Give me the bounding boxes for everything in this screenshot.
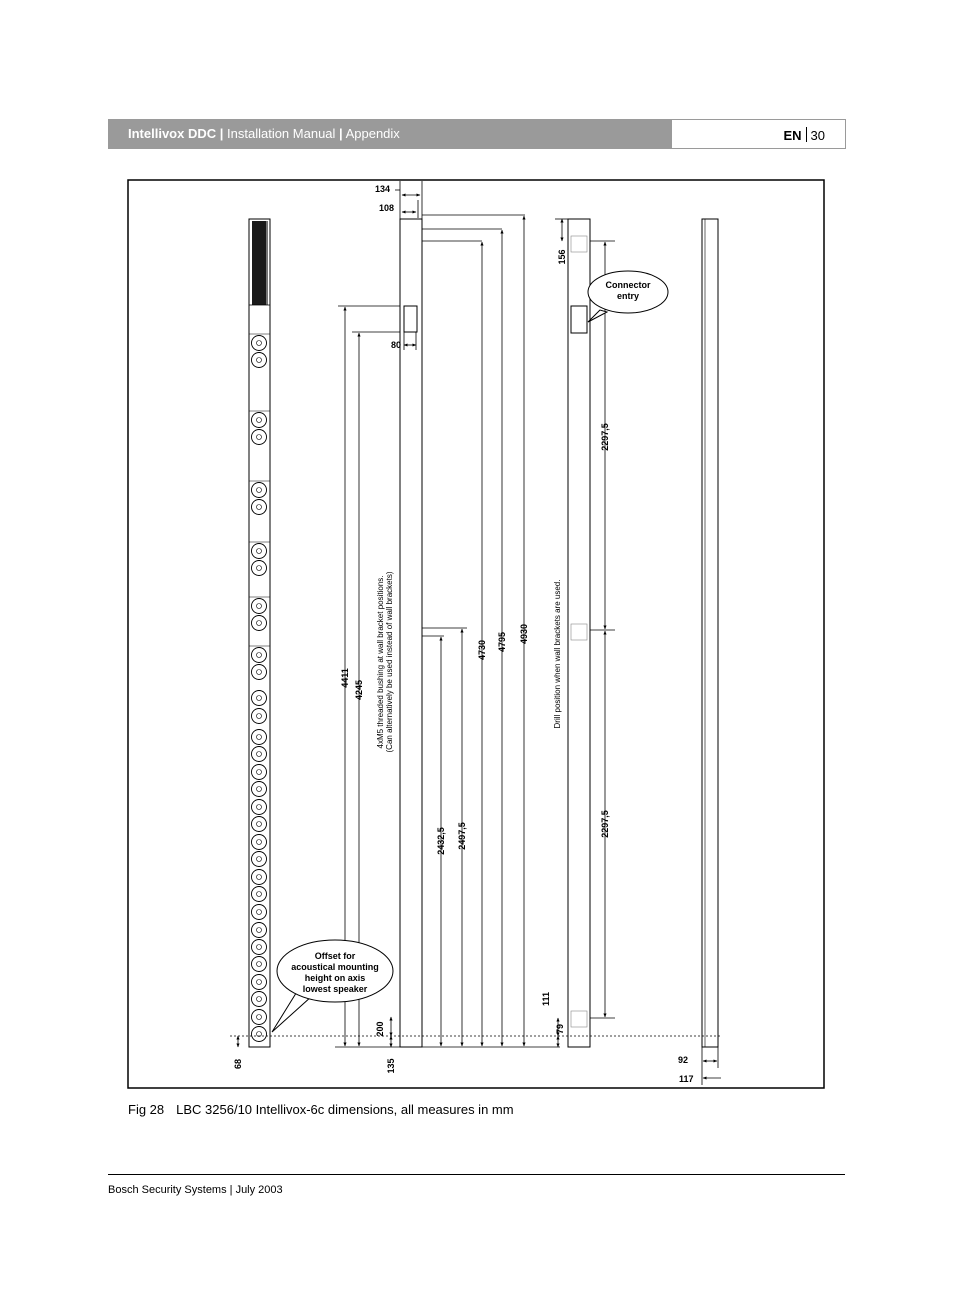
dim-156: 156 <box>557 249 567 265</box>
dim-4245: 4245 <box>354 679 364 701</box>
speaker-driver <box>252 691 267 706</box>
end-profile <box>702 219 718 1085</box>
dim-79: 79 <box>555 1023 565 1035</box>
speaker-driver <box>252 747 267 762</box>
dim-2297-5-upper: 2297,5 <box>600 423 610 451</box>
header-section: Appendix <box>345 126 400 141</box>
speaker-driver <box>252 544 267 559</box>
speaker-driver <box>252 500 267 515</box>
dim-108: 108 <box>379 203 395 213</box>
dim-2297-5-lower: 2297,5 <box>600 810 610 838</box>
side-profile <box>400 181 422 1047</box>
connector-box <box>571 306 587 333</box>
dim-68: 68 <box>233 1058 243 1070</box>
header-manual: Installation Manual <box>227 126 336 141</box>
dim-4795: 4795 <box>497 631 507 653</box>
dim-4411: 4411 <box>340 668 350 688</box>
dim-92: 92 <box>678 1055 689 1065</box>
display-panel <box>252 221 267 305</box>
speaker-driver <box>252 957 267 972</box>
dim-2432-5: 2432,5 <box>436 827 446 855</box>
callout-connector-line1: Connector <box>605 280 651 290</box>
header-sep-1: | <box>219 126 224 141</box>
callout-offset-line3: height on axis <box>304 973 366 983</box>
speaker-driver <box>252 870 267 885</box>
dim-117: 117 <box>679 1074 694 1084</box>
speaker-drivers <box>249 334 270 1042</box>
figure-number: Fig 28 <box>128 1102 165 1117</box>
dim-134: 134 <box>375 184 391 194</box>
dim-80: 80 <box>391 340 402 350</box>
callout-offset-line2: acoustical mounting <box>291 962 379 972</box>
speaker-driver <box>252 413 267 428</box>
speaker-driver <box>252 616 267 631</box>
footer-rule <box>108 1174 845 1175</box>
speaker-column-front <box>249 219 270 1047</box>
speaker-driver <box>252 353 267 368</box>
speaker-driver <box>252 852 267 867</box>
dim-200: 200 <box>375 1021 385 1037</box>
speaker-driver <box>252 1027 267 1042</box>
callout-offset-line4: lowest speaker <box>302 984 368 994</box>
dim-4930: 4930 <box>519 623 529 645</box>
speaker-driver <box>252 782 267 797</box>
header-language: EN <box>783 128 802 143</box>
speaker-driver <box>252 887 267 902</box>
speaker-driver <box>252 709 267 724</box>
callout-offset-line1: Offset for <box>314 951 356 961</box>
figure-text: LBC 3256/10 Intellivox-6c dimensions, all measures in mm <box>176 1102 514 1117</box>
rear-profile <box>568 219 590 1047</box>
speaker-driver <box>252 648 267 663</box>
speaker-driver <box>252 905 267 920</box>
speaker-driver <box>252 923 267 938</box>
header-sep-2: | <box>339 126 343 141</box>
header-product: Intellivox DDC <box>128 126 217 141</box>
bracket-bushing <box>404 306 417 332</box>
callout-offset <box>272 940 393 1032</box>
speaker-driver <box>252 599 267 614</box>
speaker-driver <box>252 975 267 990</box>
speaker-driver <box>252 430 267 445</box>
figure-caption <box>128 1102 514 1117</box>
drawing-frame <box>128 180 824 1088</box>
speaker-driver <box>252 730 267 745</box>
dim-111: 111 <box>541 991 551 1007</box>
callout-connector-entry <box>588 271 668 322</box>
note-bushing-alt: (Can alternatively be used instead of wall brackets) <box>385 571 394 753</box>
header-page-number: 30 <box>810 128 825 143</box>
speaker-driver <box>252 483 267 498</box>
speaker-driver <box>252 992 267 1007</box>
footer-text: Bosch Security Systems | July 2003 <box>108 1184 283 1196</box>
speaker-driver <box>252 835 267 850</box>
speaker-driver <box>252 765 267 780</box>
speaker-driver <box>252 561 267 576</box>
dim-2497-5: 2497,5 <box>457 822 467 850</box>
note-drill: Drill position when wall brackets are used. <box>553 579 562 729</box>
speaker-driver <box>252 817 267 832</box>
speaker-driver <box>252 1010 267 1025</box>
dim-4730: 4730 <box>477 639 487 661</box>
speaker-driver <box>252 800 267 815</box>
dim-135: 135 <box>386 1058 396 1074</box>
speaker-driver <box>252 665 267 680</box>
speaker-driver <box>252 336 267 351</box>
speaker-driver <box>252 940 267 955</box>
note-bushing: 4xM5 threaded bushing at wall bracket positions. <box>376 575 385 749</box>
callout-connector-line2: entry <box>616 291 640 301</box>
